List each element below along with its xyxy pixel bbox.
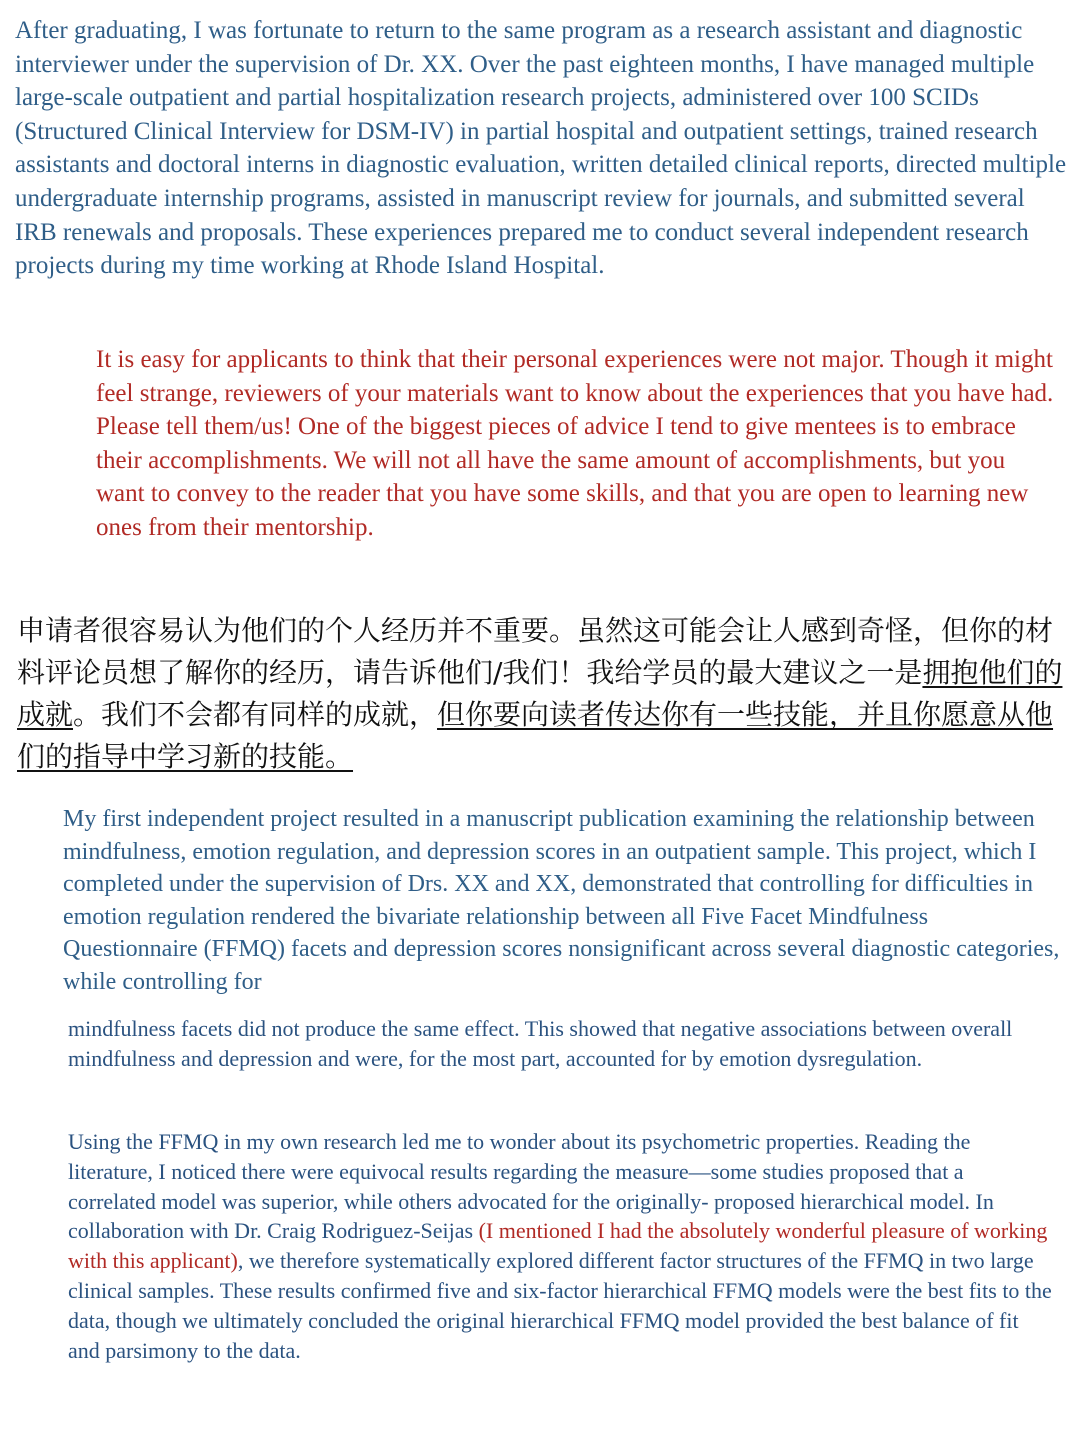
essay-paragraph-first-project-continued: mindfulness facets did not produce the same effect. This showed that negative associations between overall mindfulness and depression and were, for the most part, accounted for by emotion dysregulation. <box>68 1016 1013 1071</box>
translation-underlined-phrase-2: 但你要向读者传达你有一些技能，并且你愿意从他们的指导中学习新的技能。 <box>17 698 1054 773</box>
advice-chinese-translation <box>17 610 1067 778</box>
ffmq-text-after-comment: , we therefore systematically explored different factor structures of the FFMQ in two large clinical samples. These results confirmed five and six-factor hierarchical FFMQ models were the best fits to the data, though we ultimately concluded the original hierarchical FFMQ model provided the best balance of fit and parsimony to the data. <box>68 1248 1052 1363</box>
inline-reviewer-comment: (I mentioned I had the absolutely wonderful pleasure of working with this applicant) <box>68 1218 1048 1274</box>
reviewer-comment-advice: It is easy for applicants to think that their personal experiences were not major. Though it might feel strange, reviewers of your materials want to know about the experiences that you have had. Please tell them/us! One of the biggest pieces of advice I tend to give mentees is to embrace their accomplishments. We will not all have the same amount of accomplishments, but you want to convey to the reader that you have some skills, and that you are open to learning new ones from their mentorship. <box>96 346 1054 541</box>
essay-paragraph-intro: After graduating, I was fortunate to return to the same program as a research assistant and diagnostic interviewer under the supervision of Dr. XX. Over the past eighteen months, I have managed multiple large-scale outpatient and partial hospitalization research projects, administered over 100 SCIDs (Structured Clinical Interview for DSM-IV) in partial hospital and outpatient settings, trained research assistants and doctoral interns in diagnostic evaluation, written detailed clinical reports, directed multiple undergraduate internship programs, assisted in manuscript review for journals, and submitted several IRB renewals and proposals. These experiences prepared me to conduct several independent research projects during my time working at Rhode Island Hospital. <box>15 17 1067 280</box>
essay-paragraph-first-project: My first independent project resulted in a manuscript publication examining the relationship between mindfulness, emotion regulation, and depression scores in an outpatient sample. This project, which I completed under the supervision of Drs. XX and XX, demonstrated that controlling for difficulties in emotion regulation rendered the bivariate relationship between all Five Facet Mindfulness Questionnaire (FFMQ) facets and depression scores nonsignificant across several diagnostic categories, while controlling for <box>63 806 1060 995</box>
translation-underlined-phrase-1: 拥抱他们的成就 <box>17 656 1063 731</box>
ffmq-text-before-comment: Using the FFMQ in my own research led me to wonder about its psychometric properties. Reading the literature, I noticed there were equivocal results regarding the measure—some studies proposed that a correlated model was superior, while others advocated for the originally- proposed hierarchical model. In collaboration with Dr. Craig Rodriguez-Seijas <box>68 1129 994 1244</box>
translation-text-part-2: 。我们不会都有同样的成就， <box>73 698 438 731</box>
translation-text-part-1: 申请者很容易认为他们的个人经历并不重要。虽然这可能会让人感到奇怪，但你的材料评论员想了解你的经历，请告诉他们/我们！我给学员的最大建议之一是 <box>17 614 1054 689</box>
essay-paragraph-ffmq-research <box>68 1127 1053 1365</box>
